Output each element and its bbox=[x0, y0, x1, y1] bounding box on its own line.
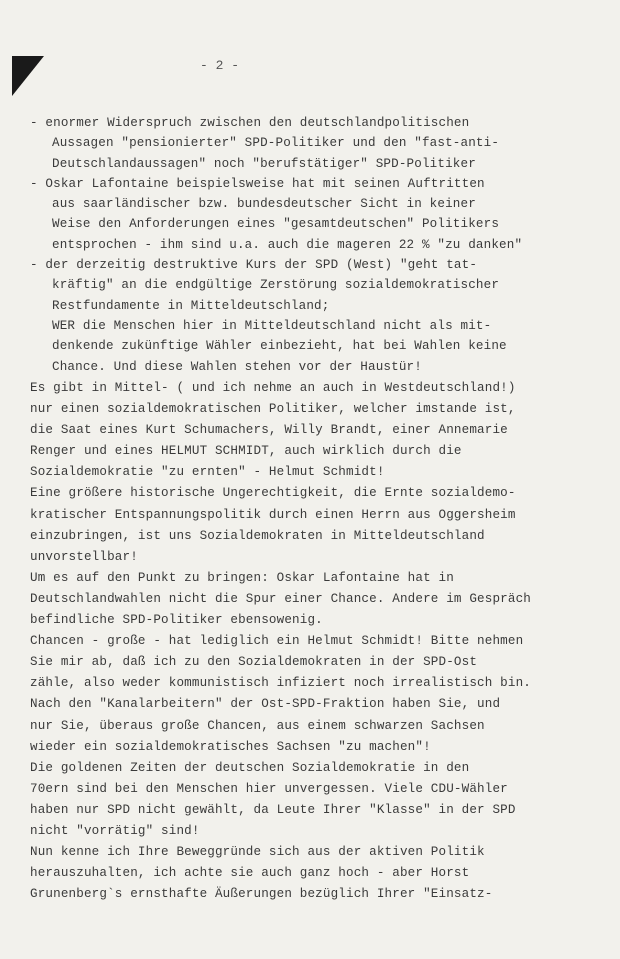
body-line: Um es auf den Punkt zu bringen: Oskar Lafontaine hat in bbox=[30, 570, 454, 585]
bullet-line: Chance. Und diese Wahlen stehen vor der Haustür! bbox=[52, 359, 422, 374]
body-line: 70ern sind bei den Menschen hier unvergessen. Viele CDU-Wähler bbox=[30, 781, 508, 796]
body-line: befindliche SPD-Politiker ebensowenig. bbox=[30, 613, 323, 628]
body-line: nur einen sozialdemokratischen Politiker, welcher imstande ist, bbox=[30, 402, 516, 417]
body-line: Nun kenne ich Ihre Beweggründe sich aus der aktiven Politik bbox=[30, 845, 485, 860]
bullet-line: - enormer Widerspruch zwischen den deutschlandpolitischen bbox=[30, 116, 470, 130]
corner-mark bbox=[12, 56, 44, 96]
body-line: Deutschlandwahlen nicht die Spur einer Chance. Andere im Gespräch bbox=[30, 591, 531, 606]
bullet-line: WER die Menschen hier in Mitteldeutschland nicht als mit- bbox=[52, 318, 492, 333]
body-line: einzubringen, ist uns Sozialdemokraten in Mitteldeutschland bbox=[30, 528, 485, 543]
bullet-line: Aussagen "pensionierter" SPD-Politiker und den "fast-anti- bbox=[52, 136, 500, 151]
body-line: haben nur SPD nicht gewählt, da Leute Ihrer "Klasse" in der SPD bbox=[30, 802, 516, 817]
bullet-line: - Oskar Lafontaine beispielsweise hat mit seinen Auftritten bbox=[30, 176, 485, 191]
bullet-line: entsprochen - ihm sind u.a. auch die mageren 22 % "zu danken" bbox=[52, 237, 523, 252]
body-line: die Saat eines Kurt Schumachers, Willy Brandt, einer Annemarie bbox=[30, 423, 508, 438]
bullet-line: Weise den Anforderungen eines "gesamtdeutschen" Politikers bbox=[52, 217, 500, 232]
page-number: - 2 - bbox=[200, 58, 240, 73]
body-line: Sie mir ab, daß ich zu den Sozialdemokraten in der SPD-Ost bbox=[30, 655, 478, 670]
bullet-line: denkende zukünftige Wähler einbezieht, hat bei Wahlen keine bbox=[52, 339, 507, 354]
body-line: Grunenberg`s ernsthafte Äußerungen bezüglich Ihrer "Einsatz- bbox=[30, 887, 493, 902]
body-line: Nach den "Kanalarbeitern" der Ost-SPD-Fraktion haben Sie, und bbox=[30, 697, 501, 712]
bullet-line: Restfundamente in Mitteldeutschland; bbox=[52, 298, 330, 313]
body-line: Die goldenen Zeiten der deutschen Sozialdemokratie in den bbox=[30, 760, 470, 775]
body-line: zähle, also weder kommunistisch infiziert noch irrealistisch bin. bbox=[30, 676, 531, 691]
body-line: nicht "vorrätig" sind! bbox=[30, 823, 200, 838]
bullet-line: kräftig" an die endgültige Zerstörung sozialdemokratischer bbox=[52, 278, 500, 293]
bullet-line: - der derzeitig destruktive Kurs der SPD (West) "geht tat- bbox=[30, 258, 478, 273]
body-line: wieder ein sozialdemokratisches Sachsen "zu machen"! bbox=[30, 739, 431, 754]
body-line: herauszuhalten, ich achte sie auch ganz hoch - aber Horst bbox=[30, 866, 470, 881]
body-line: Renger und eines HELMUT SCHMIDT, auch wirklich durch die bbox=[30, 444, 462, 459]
body-line: nur Sie, überaus große Chancen, aus einem schwarzen Sachsen bbox=[30, 718, 485, 733]
body-line: Chancen - große - hat lediglich ein Helmut Schmidt! Bitte nehmen bbox=[30, 634, 524, 649]
body-line: Es gibt in Mittel- ( und ich nehme an auch in Westdeutschland!) bbox=[30, 381, 516, 395]
bullet-list bbox=[30, 113, 610, 377]
bullet-line: aus saarländischer bzw. bundesdeutscher Sicht in keiner bbox=[52, 197, 476, 212]
body-line: kratischer Entspannungspolitik durch einen Herrn aus Oggersheim bbox=[30, 507, 516, 522]
body-line: Sozialdemokratie "zu ernten" - Helmut Schmidt! bbox=[30, 465, 385, 480]
body-line: unvorstellbar! bbox=[30, 549, 138, 564]
bullet-line: Deutschlandaussagen" noch "berufstätiger" SPD-Politiker bbox=[52, 156, 476, 171]
body-text bbox=[30, 378, 610, 905]
body-line: Eine größere historische Ungerechtigkeit, die Ernte sozialdemo- bbox=[30, 486, 516, 501]
